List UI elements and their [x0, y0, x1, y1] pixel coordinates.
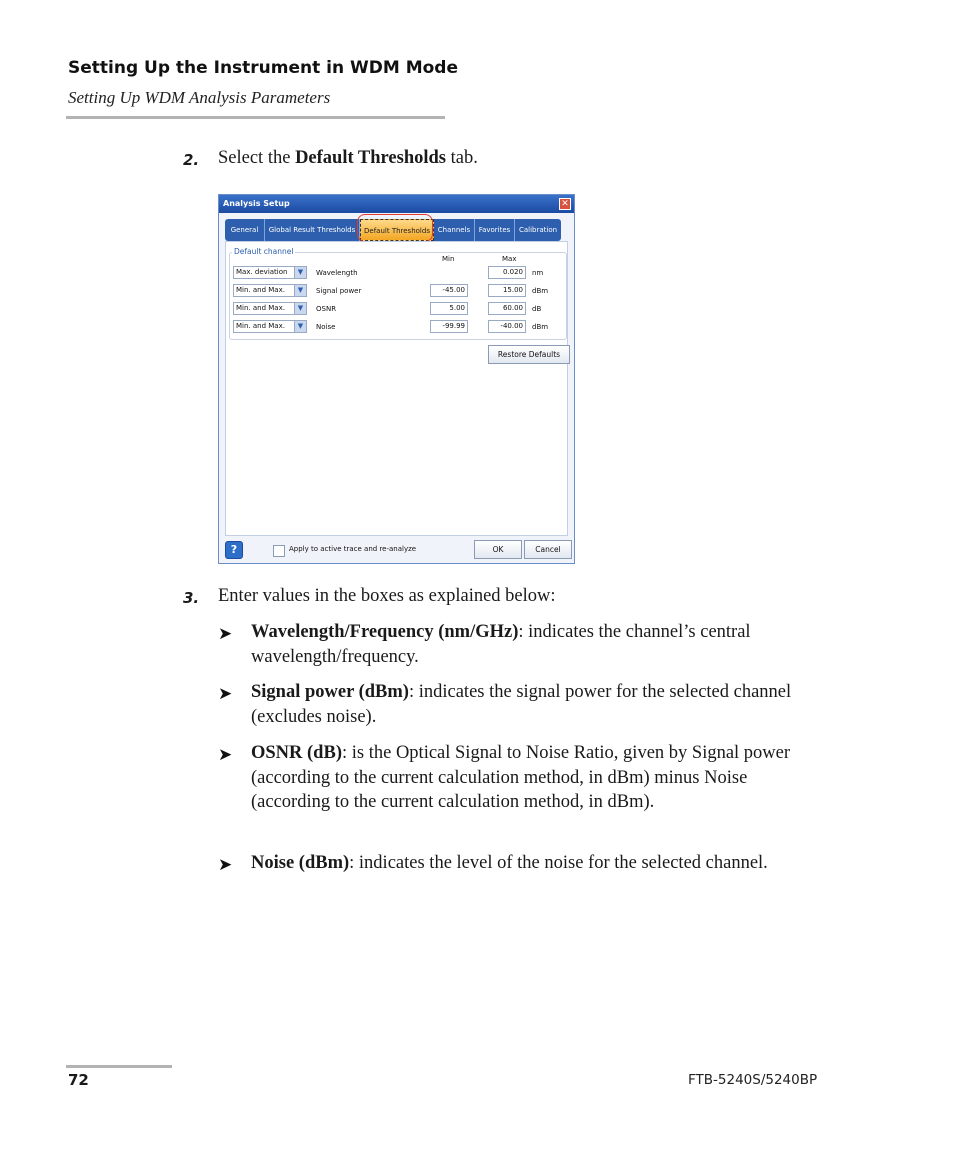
bullet-wavelength: [251, 620, 826, 669]
unit-noise: dBm: [532, 323, 549, 331]
bullet-desc: : is the Optical Signal to Noise Ratio, given by Signal power (according to the current calculation method, in dBm) minus Noise (according to the current calculation method, in dBm).: [251, 743, 791, 812]
mode-select-value: Min. and Max.: [236, 322, 285, 330]
restore-defaults-button[interactable]: Restore Defaults: [488, 345, 570, 364]
tab-favorites[interactable]: Favorites: [475, 219, 515, 241]
param-label-signal-power: Signal power: [316, 287, 362, 295]
min-input-signal-power[interactable]: -45.00: [430, 284, 468, 297]
max-input-osnr[interactable]: 60.00: [488, 302, 526, 315]
param-label-wavelength: Wavelength: [316, 269, 358, 277]
chevron-down-icon: ▼: [294, 303, 306, 314]
footer-rule: [66, 1065, 172, 1068]
chevron-down-icon: ▼: [294, 321, 306, 332]
mode-select-value: Min. and Max.: [236, 304, 285, 312]
bullet-desc: : indicates the level of the noise for the selected channel.: [349, 853, 768, 873]
mode-select-value: Max. deviation: [236, 268, 288, 276]
mode-select-osnr[interactable]: [233, 302, 307, 315]
step-3-text: Enter values in the boxes as explained below:: [218, 586, 556, 606]
close-icon[interactable]: ✕: [559, 198, 571, 210]
mode-select-noise[interactable]: [233, 320, 307, 333]
mode-select-signal-power[interactable]: [233, 284, 307, 297]
chevron-down-icon: ▼: [294, 285, 306, 296]
bullet-arrow-icon: ➤: [218, 684, 233, 703]
param-label-noise: Noise: [316, 323, 336, 331]
header-rule: [66, 116, 445, 119]
tab-channels[interactable]: Channels: [434, 219, 475, 241]
tab-default-thresholds[interactable]: Default Thresholds: [360, 219, 434, 241]
min-input-noise[interactable]: -99.99: [430, 320, 468, 333]
dialog-title: Analysis Setup: [219, 195, 574, 213]
unit-signal-power: dBm: [532, 287, 549, 295]
analysis-setup-dialog: [218, 194, 575, 564]
bullet-osnr: [251, 741, 826, 815]
bullet-desc: : indicates the signal power for the selected channel (excludes noise).: [251, 682, 792, 727]
step-2-text: [218, 146, 478, 171]
min-input-osnr[interactable]: 5.00: [430, 302, 468, 315]
tab-general[interactable]: General: [225, 219, 265, 241]
model-name: FTB-5240S/5240BP: [688, 1072, 818, 1088]
page-number: 72: [68, 1071, 89, 1089]
apply-checkbox-label: Apply to active trace and re-analyze: [289, 545, 417, 553]
max-input-noise[interactable]: -40.00: [488, 320, 526, 333]
bullet-term: OSNR (dB): [251, 743, 342, 763]
section-title: Setting Up the Instrument in WDM Mode: [68, 58, 459, 78]
column-max-header: Max: [502, 255, 517, 263]
bullet-arrow-icon: ➤: [218, 855, 233, 874]
step-2-text-before: Select the: [218, 148, 296, 168]
tab-global-result-thresholds[interactable]: Global Result Thresholds: [265, 219, 360, 241]
bullet-arrow-icon: ➤: [218, 745, 233, 764]
bullet-arrow-icon: ➤: [218, 624, 233, 643]
ok-button[interactable]: OK: [474, 540, 522, 559]
param-label-osnr: OSNR: [316, 305, 337, 313]
bullet-term: Noise (dBm): [251, 853, 350, 873]
mode-select-wavelength[interactable]: [233, 266, 307, 279]
unit-wavelength: nm: [532, 269, 544, 277]
bullet-term: Wavelength/Frequency (nm/GHz): [251, 622, 519, 642]
step-3-number: 3.: [183, 589, 200, 607]
chevron-down-icon: ▼: [294, 267, 306, 278]
apply-checkbox[interactable]: [273, 545, 285, 557]
thresholds-panel: [225, 241, 568, 536]
step-2-text-after: tab.: [446, 148, 478, 168]
bullet-term: Signal power (dBm): [251, 682, 409, 702]
column-min-header: Min: [442, 255, 455, 263]
bullet-desc: : indicates the channel’s central wavelength/frequency.: [251, 622, 751, 667]
max-input-signal-power[interactable]: 15.00: [488, 284, 526, 297]
unit-osnr: dB: [532, 305, 542, 313]
tab-calibration[interactable]: Calibration: [518, 226, 558, 234]
step-2-bold: Default Thresholds: [295, 148, 447, 168]
max-input-wavelength[interactable]: 0.020: [488, 266, 526, 279]
mode-select-value: Min. and Max.: [236, 286, 285, 294]
section-subtitle: Setting Up WDM Analysis Parameters: [68, 88, 331, 107]
bullet-noise: [251, 851, 826, 876]
cancel-button[interactable]: Cancel: [524, 540, 572, 559]
bullet-signal-power: [251, 680, 826, 729]
step-2-number: 2.: [183, 151, 200, 169]
group-label: Default channel: [234, 247, 294, 256]
tab-highlight-callout: [357, 214, 433, 242]
help-icon[interactable]: ?: [225, 541, 243, 559]
